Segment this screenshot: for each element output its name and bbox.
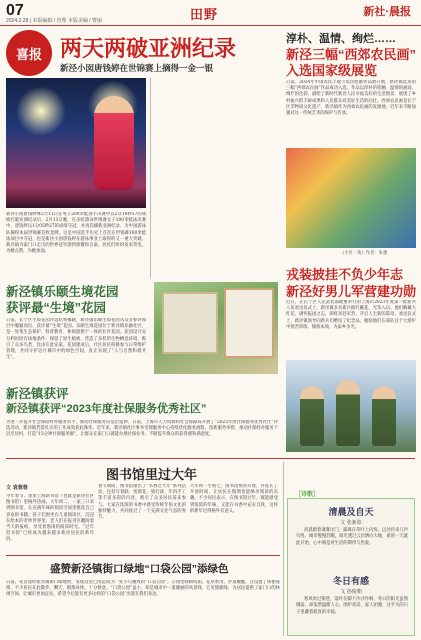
lead-body: 新泾小囡唐钱婷继2月11日在男子200米蛙泳半决赛中以2分19秒57的成绩打破亚洲纪录后，2月13日晚，在多哈游泳世锦赛女子100米蛙泳决赛中，唐钱婷以1分05秒27的成绩夺冠，并再次刷新亚洲纪录，为中国游泳队摘得本届世锦赛首枚金牌。这是中国选手历史上首次在世锦赛100米蛙泳项目中夺冠，也是新泾小囡唐钱婷在游泳事业上取得的又一重大突破。新泾镇为家门口走出的世界冠军感到骄傲和自豪，居民们纷纷发来贺电，为她点赞，为她加油。 <box>6 212 146 255</box>
poem2-author: 文 孙俊朝 <box>340 589 362 595</box>
athlete-figure <box>94 96 134 190</box>
column-divider <box>150 78 151 278</box>
poem2-text: 寒风吹过街巷，落叶在脚下沙沙作响，冬日的阳光虽然微弱，却依然温暖人心。围炉夜话，家人团聚，这平凡的日子里藏着最真的幸福。 <box>296 597 408 615</box>
poem-tag: ［诗歌］ <box>295 491 320 498</box>
crowd-silhouette <box>6 186 146 208</box>
library-author: 文 袁蓉蓉 <box>6 485 28 491</box>
soldier-figure <box>372 386 396 446</box>
library-body-col1: 今年春节，蛋蛋上海新书馆（也就是新泾社区图书馆）里格外热闹。大年初二，一家三口来到图书馆，在充满年味的阅读空间里挑选自己喜欢的书籍。孩子们围坐在儿童阅读区，沉浸在绘本的奇妙世界里；老人们在报刊区翻阅着当天的报纸，享受着悠闲的阅读时光。“过年逛书馆”已经成为越来越多新泾居民的新年俗。 <box>6 494 94 543</box>
military-body: 近日，在长宁区人民武装部隆重举行的上海市2023年度第一批新兵人伍欢送仪式上，新泾镇多名新兵披红戴花，光荣入伍。他们胸戴大红花，满怀报国之志，即将奔赴军营，开启人生新的篇章。欢送仪式上，新泾镇领导向新兵们赠送了纪念品，勉励他们在部队这个大熔炉中刻苦训练、锤炼本领，为家乡争光。 <box>286 300 416 330</box>
park-body: 日前，笔者途经新泾镇街口绿地时，发现这里已改造成为一处小巧精致的“口袋公园”。公园里绿树成荫、花草繁茂，步道蜿蜒，还设置了休憩座椅，不少居民在此散步、聊天、锻炼身体，十分惬意。“口袋公园”虽小，却是城市中一道靓丽的风景线，它见缝插绿，为居民提供了家门口的休闲空间，让城市更加宜居。希望今后能有更多这样的“口袋公园”出现在我们身边。 <box>6 580 280 598</box>
section-divider <box>6 555 280 556</box>
military-title: 戎装披挂不负少年志 <box>286 267 404 282</box>
garden-photo <box>154 282 278 374</box>
poem1-title: 清晨及自天 <box>328 508 374 518</box>
western-title-line1: 淳朴、温情、绚烂…… <box>286 33 396 45</box>
garden-body: 日前，长宁区生境花园评选结果揭晓，新泾镇乐颐生境花园从众多参评项目中脱颖而出，获评最“生境”花园。乐颐生境花园位于新泾镇乐颐社区，是一处集生态保护、科普教育、休闲游憩于一体的社区花园。花园设计充分利用原有场地条件，保留了原生植被，营造了多样的生物栖息环境，吸引了众多鸟类、昆虫在此安家。花园建成后，社区居民积极参与日常维护管理，共同守护这片城市中的绿色空间，真正实现了“人与自然和谐共生”。 <box>6 318 146 361</box>
date-line: 2024.2.28 | 本版编辑 / 管理 本版美编 / 曹丽 <box>6 18 103 24</box>
service-title: 新泾镇获评 <box>6 387 69 401</box>
garden-wall-panel <box>162 292 218 354</box>
military-subtitle: 新泾好男儿军营建功勋 <box>286 284 417 299</box>
military-photo <box>286 360 416 452</box>
library-body-col3: 大年初一至初七，图书馆照常开放，并延长了开放时间，让居民在假期也能畅享阅读的乐趣。不少居民表示，在图书馆过年，既能感受到浓浓的年味，又能在书香中充实自我，这样的新年过得格外有意义。 <box>190 484 278 514</box>
service-body: 为进一步提升社会保险经办服务水平，推动社保服务向基层延伸，日前，上海市人力资源和社会保障局开展了“2023年度社保服务优秀社区”评选活动，新泾镇凭借扎实的工作成效获此殊荣。近年来，新泾镇社区事务受理服务中心持续优化服务流程，创新服务举措，推动社保经办服务下沉至居村，打造“15分钟社保服务圈”，让群众在家门口就能办理社保业务，不断提升群众的获得感和满意度。 <box>6 420 278 438</box>
lead-photo <box>6 78 146 208</box>
library-body-col2: 春节期间，图书馆推出了“书香过大年”系列活动，包括写春联、剪窗花、猜灯谜、年俗手工等丰富多彩的内容，吸引了众多居民前来参与。大家在浓浓的书香中感受传统年俗文化的独特魅力，共同度过了一个充满文化气息的春节。 <box>98 484 186 521</box>
section-name: 田野 <box>190 7 219 22</box>
park-title: 盛赞新泾镇街口绿地“口袋公园”添绿色 <box>50 563 229 575</box>
western-body: 日前，2024年中国农民丰收节农民绘画作品展开展，新泾镇选送的三幅“西郊农民画”作品成功入选。作品以淳朴的笔触、温情的画面、绚烂的色彩，描绘了新时代新泾人民幸福美好的生活图景，展现了乡村振兴的丰硕成果和人民群众对美好生活的向往。西郊农民画是长宁区非物质文化遗产，新泾镇作为西郊农民画的发源地，近年来不断加强对这一传统艺术的保护与传承。 <box>286 80 416 117</box>
soldier-figure <box>336 380 360 446</box>
garden-title: 新泾镇乐颐生境花园 <box>6 285 119 299</box>
column-divider <box>283 462 284 636</box>
poem1-text: 清晨踏着薄雾出门，露珠在草叶上闪烁，远处传来几声鸟鸣，城市慢慢苏醒。阳光透过云层洒向大地，新的一天就此开始，心中满是对生活的期待与热爱。 <box>296 528 408 546</box>
page-number: 07 <box>6 2 24 19</box>
garden-subtitle: 获评最“生境”花园 <box>6 301 107 315</box>
western-title-line2: 新泾三幅“西郊农民画” <box>286 47 417 62</box>
brand-logo: 新社·晨报 <box>363 6 411 18</box>
lead-title: 两天两破亚洲纪录 <box>60 36 237 61</box>
farmer-painting <box>286 148 416 248</box>
soldier-figure <box>300 386 324 446</box>
stage-light <box>16 86 66 136</box>
western-title-line3: 入选国家级展览 <box>286 63 378 78</box>
good-news-badge: 喜报 <box>6 30 52 76</box>
service-subtitle: 新泾镇获评“2023年度社保服务优秀社区” <box>6 403 207 415</box>
lead-subtitle: 新泾小囡唐钱婷在世锦赛上摘得一金一银 <box>60 63 214 73</box>
section-divider <box>6 458 415 459</box>
poem2-title: 冬日有感 <box>332 577 369 587</box>
library-title: 图书馆里过大年 <box>106 467 198 482</box>
poem1-author: 文 张新影 <box>340 520 362 526</box>
painting-caption: 《小区一角》作者：朱蕾 <box>340 251 388 256</box>
garden-wall-panel <box>224 288 274 358</box>
